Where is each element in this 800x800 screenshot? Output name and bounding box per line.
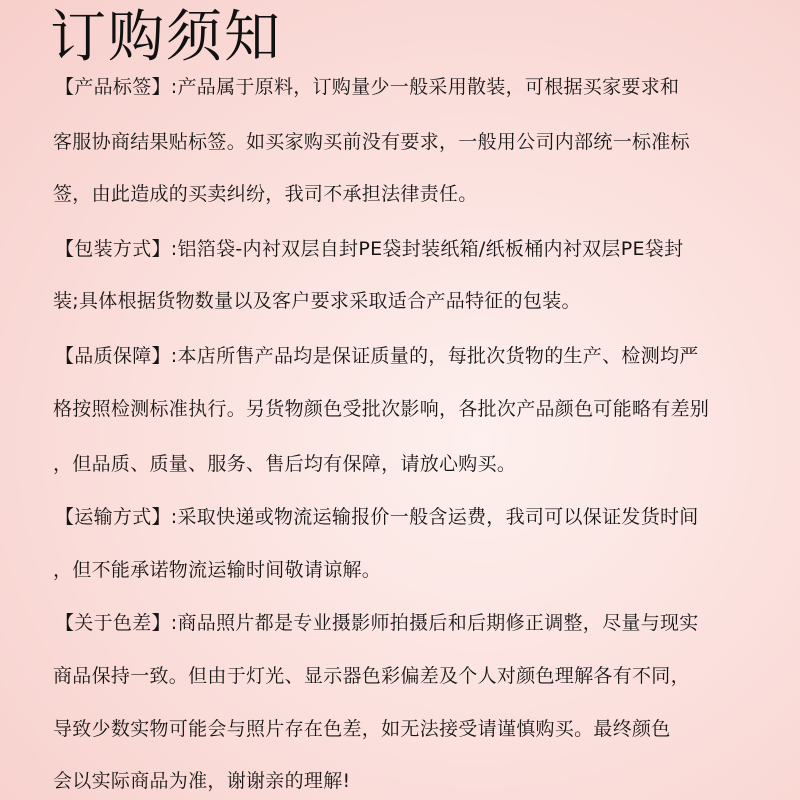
text-line-product-label-1: 【产品标签】:产品属于原料，订购量少一般采用散装，可根据买家要求和 <box>55 76 680 98</box>
text-line-quality-1: 【品质保障】:本店所售产品均是保证质量的，每批次货物的生产、检测均严 <box>55 345 699 367</box>
text-line-quality-3: ，但品质、质量、服务、售后均有保障，请放心购买。 <box>53 453 517 475</box>
text-line-packaging-1: 【包装方式】:铝箔袋-内衬双层自封PE袋封装纸箱/纸板桶内衬双层PE袋封 <box>55 238 684 260</box>
text-line-color-4: 会以实际商品为准，谢谢亲的理解! <box>53 770 351 792</box>
text-line-product-label-2: 客服协商结果贴标签。如买家购买前没有要求，一般用公司内部统一标准标 <box>53 131 690 153</box>
text-line-packaging-2: 装;具体根据货物数量以及客户要求采取适合产品特征的包装。 <box>53 290 581 312</box>
page-title: 订购须知 <box>50 5 282 70</box>
text-line-product-label-3: 签，由此造成的买卖纠纷，我司不承担法律责任。 <box>53 183 478 205</box>
text-line-quality-2: 格按照检测标准执行。另货物颜色受批次影响，各批次产品颜色可能略有差别 <box>53 398 710 420</box>
text-line-color-3: 导致少数实物可能会与照片存在色差，如无法接受请谨慎购买。最终颜色 <box>53 718 671 740</box>
text-line-color-1: 【关于色差】:商品照片都是专业摄影师拍摄后和后期修正调整，尽量与现实 <box>55 612 699 634</box>
text-line-color-2: 商品保持一致。但由于灯光、显示器色彩偏差及个人对颜色理解各有不同， <box>53 665 690 687</box>
text-line-shipping-2: ，但不能承诺物流运输时间敬请谅解。 <box>53 559 382 581</box>
text-line-shipping-1: 【运输方式】:采取快递或物流运输报价一般含运费，我司可以保证发货时间 <box>55 506 699 528</box>
